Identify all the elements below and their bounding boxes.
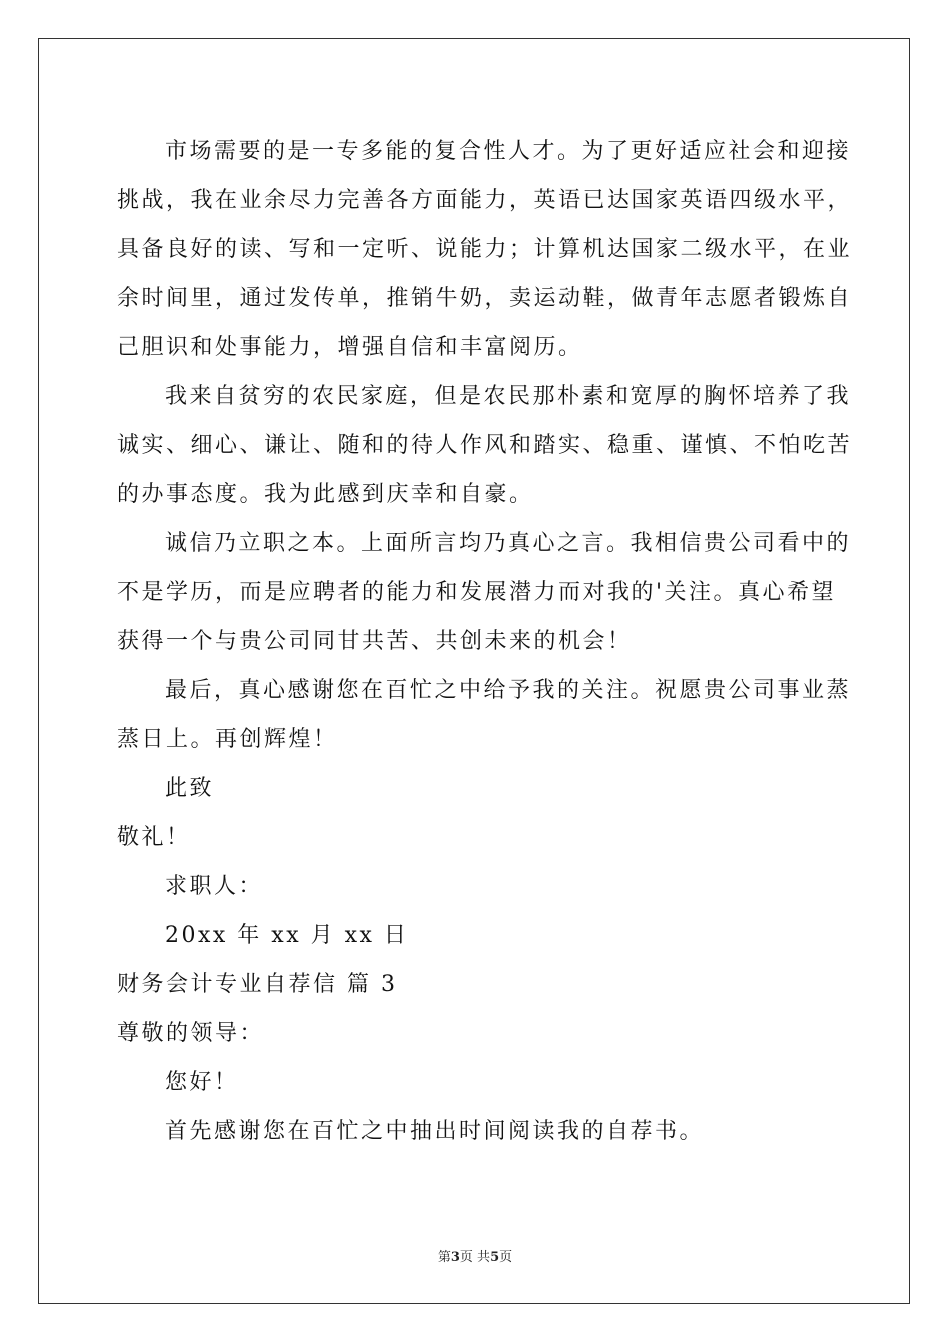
- text-line: 诚信乃立职之本。上面所言均乃真心之言。我相信贵公司看中的: [165, 531, 852, 556]
- document-body: [117, 127, 853, 1156]
- total-page-count: 5: [490, 1250, 500, 1265]
- text-line: 蒸日上。再创辉煌！: [117, 727, 338, 752]
- page-footer: [0, 1246, 950, 1265]
- text-line: 挑战，我在业余尽力完善各方面能力，英语已达国家英语四级水平，: [117, 188, 853, 213]
- footer-suffix: 页: [499, 1250, 513, 1265]
- paragraph-4: [117, 666, 852, 764]
- text-line: 我来自贫穷的农民家庭，但是农民那朴素和宽厚的胸怀培养了我: [165, 384, 852, 409]
- text-line: 最后，真心感谢您在百忙之中给予我的关注。祝愿贵公司事业蒸: [165, 678, 852, 703]
- paragraph-3: [117, 519, 852, 666]
- salutation: 尊敬的领导：: [117, 1021, 265, 1046]
- text-line: 不是学历，而是应聘者的能力和发展潜力而对我的'关注。真心希望: [117, 580, 837, 605]
- letter-date: 20xx 年 xx 月 xx 日: [165, 923, 409, 948]
- text-line: 己胆识和处事能力，增强自信和丰富阅历。: [117, 335, 583, 360]
- text-line: 获得一个与贵公司同甘共苦、共创未来的机会！: [117, 629, 632, 654]
- text-line: 具备良好的读、写和一定听、说能力；计算机达国家二级水平，在业: [117, 237, 853, 262]
- text-line: 的办事态度。我为此感到庆幸和自豪。: [117, 482, 534, 507]
- current-page-number: 3: [450, 1250, 460, 1265]
- greeting: 您好！: [165, 1070, 239, 1095]
- text-line: 诚实、细心、谦让、随和的待人作风和踏实、稳重、谨慎、不怕吃苦: [117, 433, 853, 458]
- closing-jing-li: 敬礼！: [117, 825, 191, 850]
- closing-ci-zhi: 此致: [165, 776, 215, 801]
- section-title: 财务会计专业自荐信 篇 3: [117, 972, 398, 997]
- paragraph-2: [117, 372, 853, 519]
- footer-prefix: 第: [437, 1250, 451, 1265]
- footer-middle: 页 共: [459, 1250, 491, 1265]
- text-line: 首先感谢您在百忙之中抽出时间阅读我的自荐书。: [165, 1119, 705, 1144]
- applicant-label: 求职人：: [165, 874, 264, 899]
- text-line: 余时间里，通过发传单，推销牛奶，卖运动鞋，做青年志愿者锻炼自: [117, 286, 853, 311]
- text-line: 市场需要的是一专多能的复合性人才。为了更好适应社会和迎接: [165, 139, 852, 164]
- paragraph-1: [117, 127, 853, 372]
